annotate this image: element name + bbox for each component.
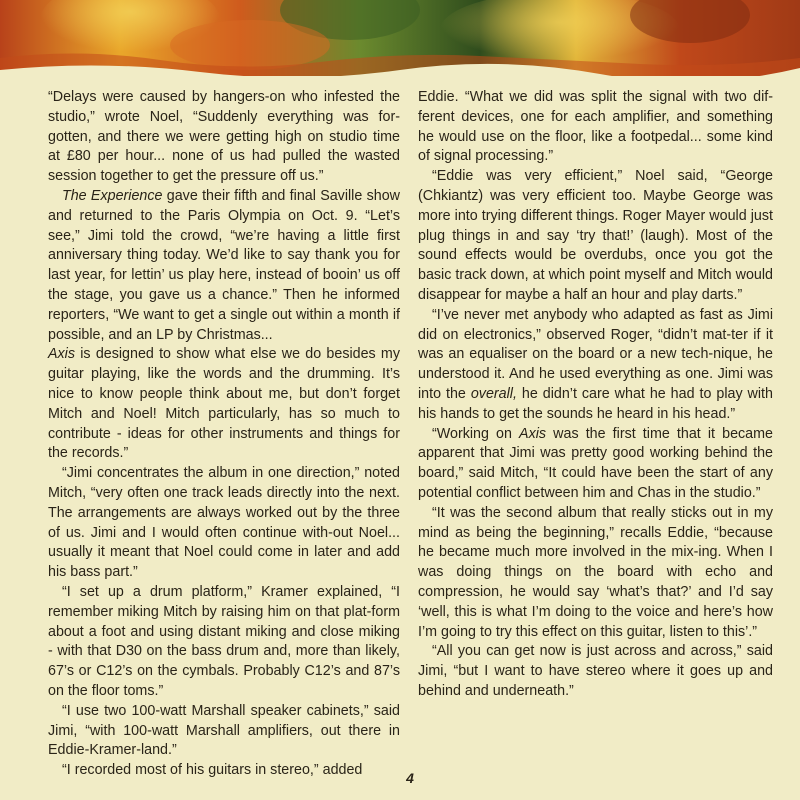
paragraph (48, 187, 400, 464)
emphasis-text: Axis (519, 425, 547, 442)
emphasis-text: overall, (470, 385, 517, 402)
emphasis-text: The Experience (62, 187, 163, 204)
paragraph: “Eddie was very efficient,” Noel said, “George (Chkiantz) was very efficient too. Maybe George was more into trying different things. Roger Mayer would just plug things in and say ‘try that!’ (laugh). Most of the sound effects would be overdubs, once you got the basic track down, at which point myself and Mitch would disappear for maybe a half an hour and play darts.” (418, 168, 773, 303)
right-text-column (418, 88, 773, 702)
paragraph-text: “I’ve never met anybody who adapted as fast as Jimi did on electronics,” observed Roger, “didn’t mat-ter if it was an equaliser on the board or a new tech-nique, he understood it. And he used everything as one. Jimi was into the (418, 306, 773, 402)
paragraph (418, 306, 773, 425)
paragraph: “I recorded most of his guitars in stereo,” added (62, 762, 363, 779)
paragraph (418, 425, 773, 504)
paragraph-text: was the first time that it became apparent that Jimi was pretty good working behind the board,” said Mitch, “It could have been the start of any potential conflict between him and Chas in the studio.” (418, 425, 773, 501)
emphasis-text: Axis (48, 346, 76, 363)
header-artwork (0, 0, 800, 76)
left-text-column (48, 88, 400, 781)
paragraph: “All you can get now is just across and across,” said Jimi, “but I want to have stereo where it goes up and behind and underneath.” (418, 643, 773, 699)
paragraph-text: gave their fifth and final Saville show and returned to the Paris Olympia on Oct. 9. “Let’s see,” Jimi told the crowd, “we’re having a little first anniversary thing today. We’d like to say thank you for last year, for lettin’ us play here, instead of booin’ us off the stage, you gave us a chance.” Then he informed reporters, “We want to get a single out within a month if possible, and an LP by Christmas... (48, 187, 400, 343)
page-number: 4 (406, 770, 414, 786)
paragraph: “It was the second album that really sticks out in my mind as being the beginning,” recalls Eddie, “because he became much more involved in the mix-ing. When I was doing things on the board with echo and compression, he would say ‘what’s that?’ and I’d say ‘well, this is what I’m doing to the voice and here’s how I’m going to try this effect on this guitar, listen to this’.” (418, 504, 773, 640)
paragraph: “I use two 100-watt Marshall speaker cabinets,” said Jimi, “with 100-watt Marshall amplifiers, out there in Eddie-Kramer-land.” (48, 702, 400, 759)
paragraph: Eddie. “What we did was split the signal with two dif-ferent devices, one for each amplifier, and something he would use on the floor, like a footpedal... some kind of signal processing.” (418, 89, 773, 165)
paragraph: “Jimi concentrates the album in one direction,” noted Mitch, “very often one track leads directly into the next. The arrangements are always worked out by the three of us. Jimi and I would often continue with-out Noel... usually it meant that Noel could come in later and add his bass part.” (48, 465, 400, 581)
paragraph-text: he didn’t care what he had to play with his hands to get the sounds he heard in his head.” (418, 385, 773, 422)
paragraph: “I set up a drum platform,” Kramer explained, “I remember miking Mitch by raising him on that plat-form about a foot and using distant miking and close miking - with that D30 on the bass drum and, more than likely, 67’s or C12’s on the cymbals. Probably C12’s and 87’s on the floor toms.” (48, 583, 400, 699)
paragraph-text: “Working on (432, 425, 520, 442)
paragraph-text: is designed to show what else we do besides my guitar playing, like the words and the drumming. It’s nice to know people think about me, but don’t forget Mitch and Noel! Mitch particularly, has so much to contribute - ideas for other instruments and things for the records.” (48, 346, 400, 462)
paragraph: “Delays were caused by hangers-on who infested the studio,” wrote Noel, “Suddenly everything was for-gotten, and there we were getting high on studio time at £80 per hour... none of us had pulled the wasted session together to get the pressure off us.” (48, 89, 400, 185)
psychedelic-artwork-image (0, 0, 800, 76)
